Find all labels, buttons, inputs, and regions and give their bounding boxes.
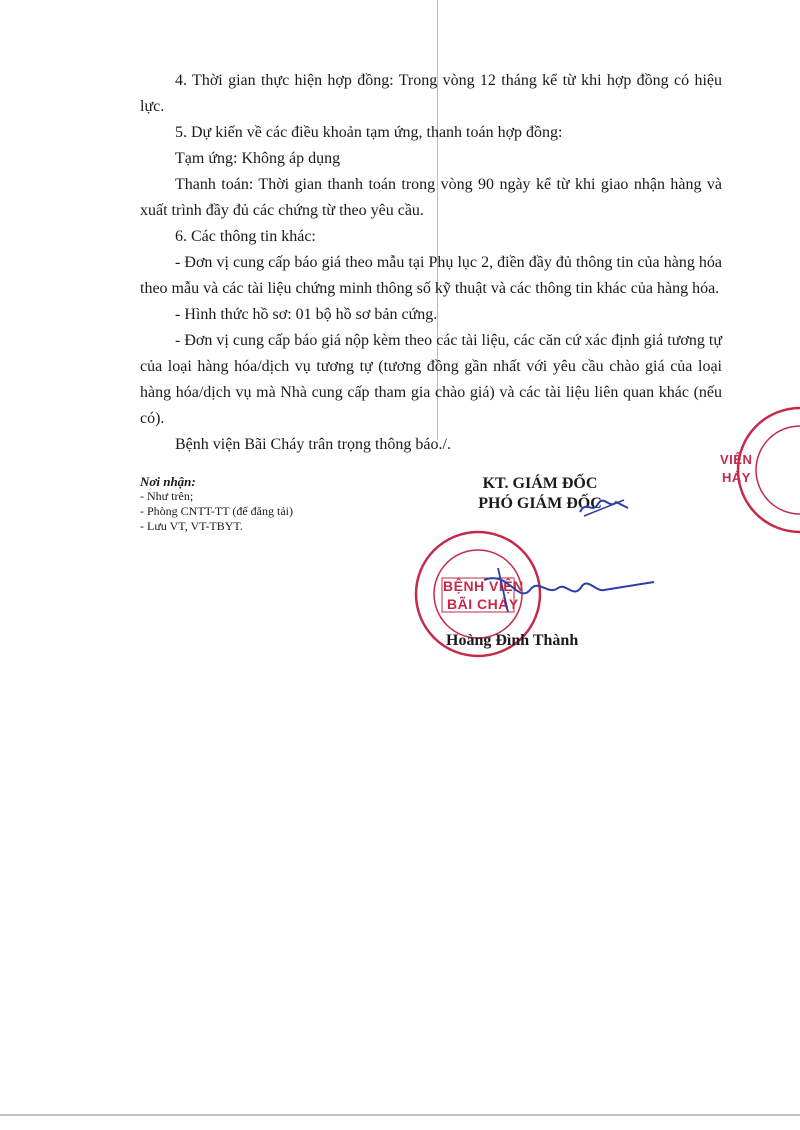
recipient-item: - Như trên; [140,489,194,503]
recipients-title: Nơi nhận: [140,474,196,489]
side-seal-text-2: HÁY [722,470,751,485]
item-5-payment-terms: 5. Dự kiến về các điều khoản tạm ứng, thanh toán hợp đồng: [175,124,563,141]
signature-title-1: KT. GIÁM ĐỐC [482,475,598,492]
page-bottom-edge [0,1114,800,1116]
document-body [140,68,722,458]
item-4-contract-duration: 4. Thời gian thực hiện hợp đồng: Trong vòng 12 tháng kể từ khi hợp đồng có hiệu lực. [140,72,722,115]
recipients-block [140,474,293,534]
seal-text-line-1: BỆNH VIỆN [443,578,524,594]
quote-template-requirement: - Đơn vị cung cấp báo giá theo mẫu tại Phụ lục 2, điền đầy đủ thông tin của hàng hóa theo mẫu và các tài liệu chứng minh thông số kỹ thuật và các thông tin khác của hàng hóa. [140,254,722,297]
handwritten-signature [478,560,658,620]
payment-terms: Thanh toán: Thời gian thanh toán trong vòng 90 ngày kể từ khi giao nhận hàng và xuất trình đầy đủ các chứng từ theo yêu cầu. [140,176,722,219]
item-6-other-info: 6. Các thông tin khác: [175,228,316,245]
seal-text-line-2: BÃI CHÁY [447,596,519,612]
signer-name: Hoàng Đình Thành [446,632,579,649]
recipient-item: - Phòng CNTT-TT (để đăng tải) [140,504,293,518]
advance-payment: Tạm ứng: Không áp dụng [175,150,341,167]
recipient-item: - Lưu VT, VT-TBYT. [140,519,243,533]
dossier-format: - Hình thức hồ sơ: 01 bộ hồ sơ bản cứng. [175,306,438,323]
signature-title-2: PHÓ GIÁM ĐỐC [478,495,602,512]
side-seal-text-1: VIỆN [720,452,753,467]
supporting-documents: - Đơn vị cung cấp báo giá nộp kèm theo các tài liệu, các căn cứ xác định giá tương tự của loại hàng hóa/dịch vụ tương tự (tương đồng gần nhất với yêu cầu chào giá của loại hàng hóa/dịch vụ mà Nhà cung cấp tham gia chào giá) và các tài liệu liên quan khác (nếu có). [140,332,722,427]
initials-mark [576,494,632,520]
closing-statement: Bệnh viện Bãi Cháy trân trọng thông báo./. [175,436,451,453]
